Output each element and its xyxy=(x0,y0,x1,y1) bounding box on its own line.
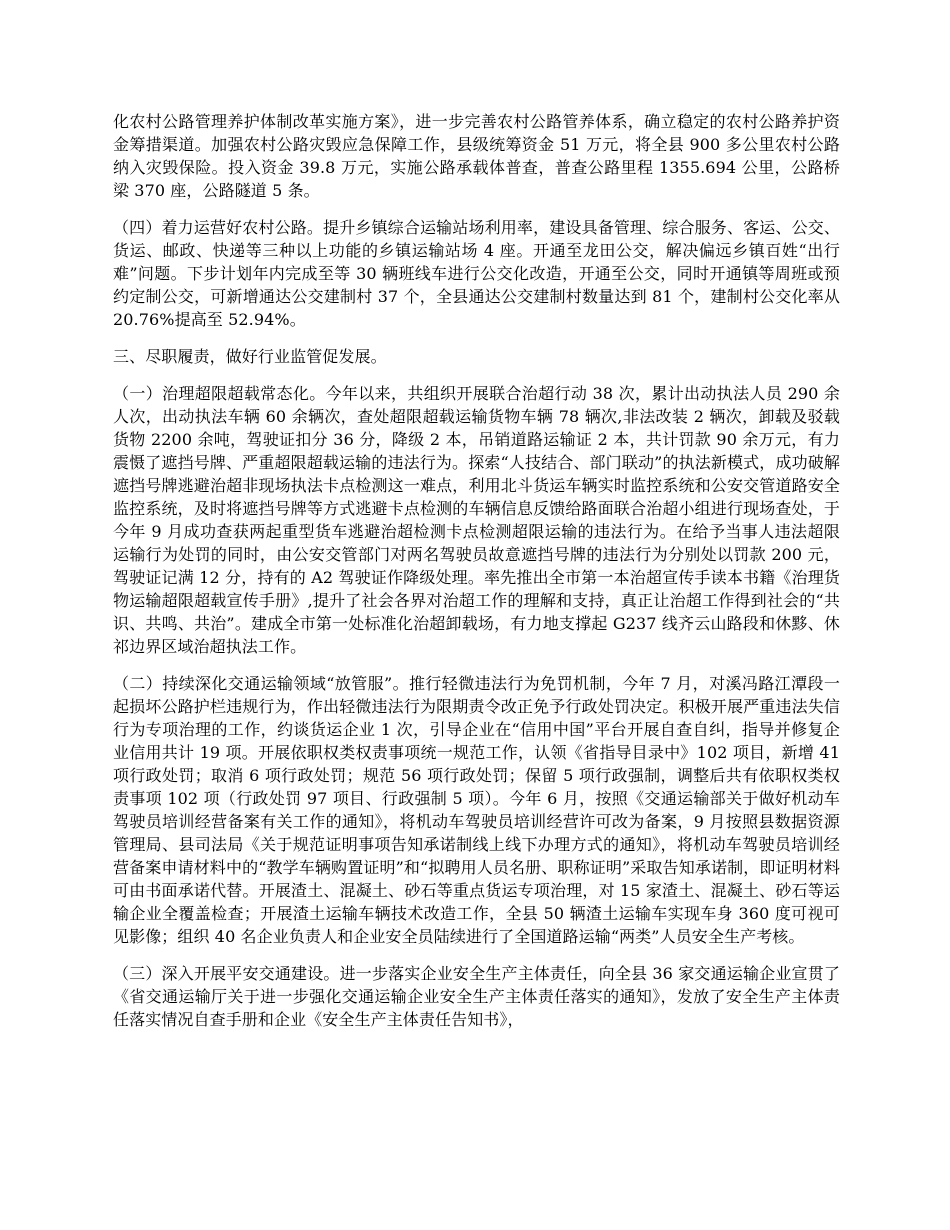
paragraph-rural-road-management: 化农村公路管理养护体制改革实施方案》，进一步完善农村公路管养体系，确立稳定的农村公路养护资金筹措渠道。加强农村公路灾毁应急保障工作，县级统筹资金 51 万元，将全县 900 多公里农村公路纳入灾毁保险。投入资金 39.8 万元，实施公路承载体普查，普查公路里程 1355.694 公里，公路桥梁 370 座，公路隧道 5 条。 xyxy=(113,112,840,200)
section-heading-supervision: 三、尽职履责，做好行业监管促发展。 xyxy=(113,347,387,366)
paragraph-regulatory-reform: （二）持续深化交通运输领域“放管服”。推行轻微违法行为免罚机制，今年 7 月，对溪冯路江潭段一起损坏公路护栏违规行为，作出轻微违法行为限期责令改正免予行政处罚决定。积极开展严重违法失信行为专项治理的工作，约谈货运企业 1 次，引导企业在“信用中国”平台开展自查自纠，指导并修复企业信用共计 19 项。开展依职权类权责事项统一规范工作，认领《省指导目录中》102 项目，新增 41 项行政处罚；取消 6 项行政处罚；规范 56 项行政处罚；保留 5 项行政强制，调整后共有依职权类权责事项 102 项（行政处罚 97 项目、行政强制 5 项）。今年 6 月，按照《交通运输部关于做好机动车驾驶员培训经营备案有关工作的通知》，将机动车驾驶员培训经营许可改为备案，9 月按照县数据资源管理局、县司法局《关于规范证明事项告知承诺制线上线下办理方式的通知》，将机动车驾驶员培训经营备案申请材料中的“教学车辆购置证明”和“拟聘用人员名册、职称证明”采取告知承诺制，即证明材料可由书面承诺代替。开展渣土、混凝土、砂石等重点货运专项治理，对 15 家渣土、混凝土、砂石等运输企业全覆盖检查；开展渣土运输车辆技术改造工作，全县 50 辆渣土运输车实现车身 360 度可视可见影像；组织 40 名企业负责人和企业安全员陆续进行了全国道路运输“两类”人员安全生产考核。 xyxy=(113,674,840,946)
paragraph-overload-control: （一）治理超限超载常态化。今年以来，共组织开展联合治超行动 38 次，累计出动执法人员 290 余人次，出动执法车辆 60 余辆次，查处超限超载运输货物车辆 78 辆次,非法改装 2 辆次，卸载及驳载货物 2200 余吨，驾驶证扣分 36 分，降级 2 本，吊销道路运输证 2 本，共计罚款 90 余万元，有力震慑了遮挡号牌、严重超限超载运输的违法行为。探索“人技结合、部门联动”的执法新模式，成功破解遮挡号牌逃避治超非现场执法卡点检测这一难点，利用北斗货运车辆实时监控系统和公安交管道路安全监控系统，及时将遮挡号牌等方式逃避卡点检测的车辆信息反馈给路面联合治超小组进行现场查处，于今年 9 月成功查获两起重型货车逃避治超检测卡点检测超限运输的违法行为。在给予当事人违法超限运输行为处罚的同时，由公安交管部门对两名驾驶员故意遮挡号牌的违法行为分别处以罚款 200 元，驾驶证记满 12 分，持有的 A2 驾驶证作降级处理。率先推出全市第一本治超宣传手读本书籍《治理货物运输超限超载宣传手册》,提升了社会各界对治超工作的理解和支持，真正让治超工作得到社会的“共识、共鸣、共治”。建成全市第一处标准化治超卸载场，有力地支撑起 G237 线齐云山路段和休黟、休祁边界区域治超执法工作。 xyxy=(113,384,840,656)
paragraph-rural-road-operation: （四）着力运营好农村公路。提升乡镇综合运输站场利用率，建设具备管理、综合服务、客运、公交、货运、邮政、快递等三种以上功能的乡镇运输站场 4 座。开通至龙田公交，解决偏远乡镇百姓“出行难”问题。下步计划年内完成至等 30 辆班线车进行公交化改造，开通至公交，同时开通镇等周班或预约定制公交，可新增通达公交建制村 37 个，全县通达公交建制村数量达到 81 个，建制村公交化率从 20.76%提高至 52.94%。 xyxy=(113,218,840,329)
paragraph-safe-transport: （三）深入开展平安交通建设。进一步落实企业安全生产主体责任，向全县 36 家交通运输企业宣贯了《省交通运输厅关于进一步强化交通运输企业安全生产主体责任落实的通知》，发放了安全生产主体责任落实情况自查手册和企业《安全生产主体责任告知书》， xyxy=(113,964,840,1029)
document-body xyxy=(113,110,840,1045)
